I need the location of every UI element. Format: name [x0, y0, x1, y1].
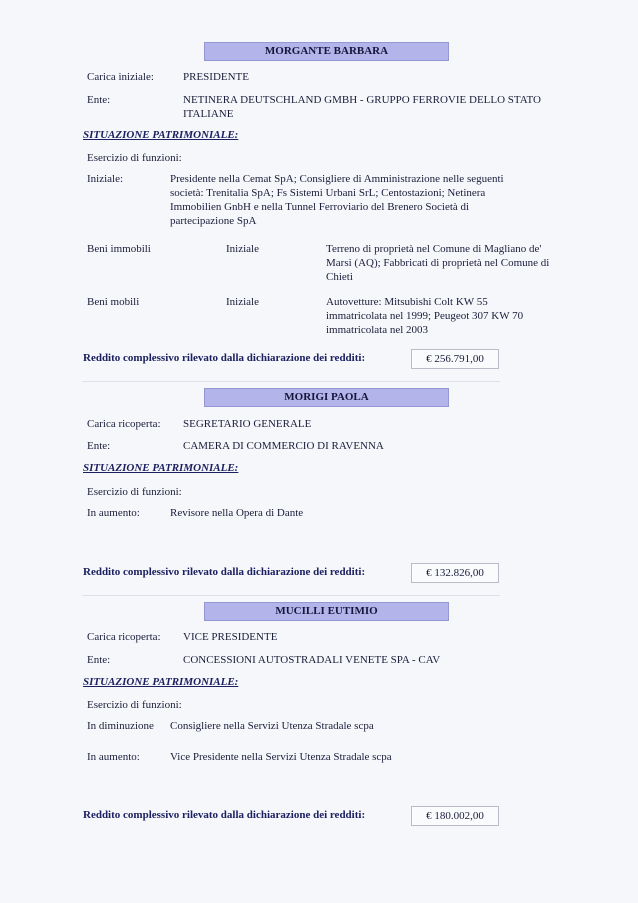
person-name-header: MUCILLI EUTIMIO [204, 602, 449, 621]
beni-mobili-text: Autovetture: Mitsubishi Colt KW 55 immatricolata nel 1999; Peugeot 307 KW 70 immatricolata nel 2003 [326, 296, 524, 336]
function-label: Iniziale: [87, 173, 124, 185]
beni-immobili-label: Beni immobili [87, 243, 151, 255]
person-name-header: MORGANTE BARBARA [204, 42, 449, 61]
section-title: SITUAZIONE PATRIMONIALE: [83, 462, 239, 474]
reddito-value: € 256.791,00 [411, 349, 499, 369]
role-value: PRESIDENTE [183, 71, 249, 83]
beni-immobili-text: Terreno di proprietà nel Comune di Magliano de' Marsi (AQ); Fabbricati di proprietà nel Comune di Chieti [326, 243, 550, 283]
ente-value: CAMERA DI COMMERCIO DI RAVENNA [183, 440, 384, 452]
ente-label: Ente: [87, 94, 111, 106]
ente-label: Ente: [87, 654, 111, 666]
section-divider [82, 381, 500, 382]
ente-label: Ente: [87, 440, 111, 452]
function-text: Vice Presidente nella Servizi Utenza Stradale scpa [170, 751, 392, 763]
reddito-label: Reddito complessivo rilevato dalla dichiarazione dei redditi: [83, 352, 366, 364]
person-name-header: MORIGI PAOLA [204, 388, 449, 407]
reddito-label: Reddito complessivo rilevato dalla dichiarazione dei redditi: [83, 566, 366, 578]
reddito-value: € 180.002,00 [411, 806, 499, 826]
role-label: Carica ricoperta: [87, 418, 161, 430]
ente-value: CONCESSIONI AUTOSTRADALI VENETE SPA - CAV [183, 654, 441, 666]
beni-mobili-status: Iniziale [226, 296, 259, 308]
function-label: In diminuzione [87, 720, 154, 732]
section-title: SITUAZIONE PATRIMONIALE: [83, 676, 239, 688]
section-divider [82, 595, 500, 596]
beni-mobili-label: Beni mobili [87, 296, 140, 308]
esercizio-label: Esercizio di funzioni: [87, 152, 182, 164]
ente-value: NETINERA DEUTSCHLAND GMBH - GRUPPO FERROVIE DELLO STATO ITALIANE [183, 94, 541, 120]
function-label: In aumento: [87, 507, 140, 519]
role-value: SEGRETARIO GENERALE [183, 418, 312, 430]
function-text: Consigliere nella Servizi Utenza Stradale scpa [170, 720, 374, 732]
role-label: Carica ricoperta: [87, 631, 161, 643]
reddito-label: Reddito complessivo rilevato dalla dichiarazione dei redditi: [83, 809, 366, 821]
function-text: Presidente nella Cemat SpA; Consigliere di Amministrazione nelle seguenti società: Trenitalia SpA; Fs Sistemi Urbani SrL; Centostazioni; Netinera Immobilien GnbH e nella Tunnel Ferroviario del Brenero Società di partecipazione SpA [170, 173, 504, 227]
function-label: In aumento: [87, 751, 140, 763]
reddito-value: € 132.826,00 [411, 563, 499, 583]
role-label: Carica iniziale: [87, 71, 154, 83]
role-value: VICE PRESIDENTE [183, 631, 278, 643]
esercizio-label: Esercizio di funzioni: [87, 486, 182, 498]
function-text: Revisore nella Opera di Dante [170, 507, 304, 519]
esercizio-label: Esercizio di funzioni: [87, 699, 182, 711]
beni-immobili-status: Iniziale [226, 243, 259, 255]
section-title: SITUAZIONE PATRIMONIALE: [83, 129, 239, 141]
